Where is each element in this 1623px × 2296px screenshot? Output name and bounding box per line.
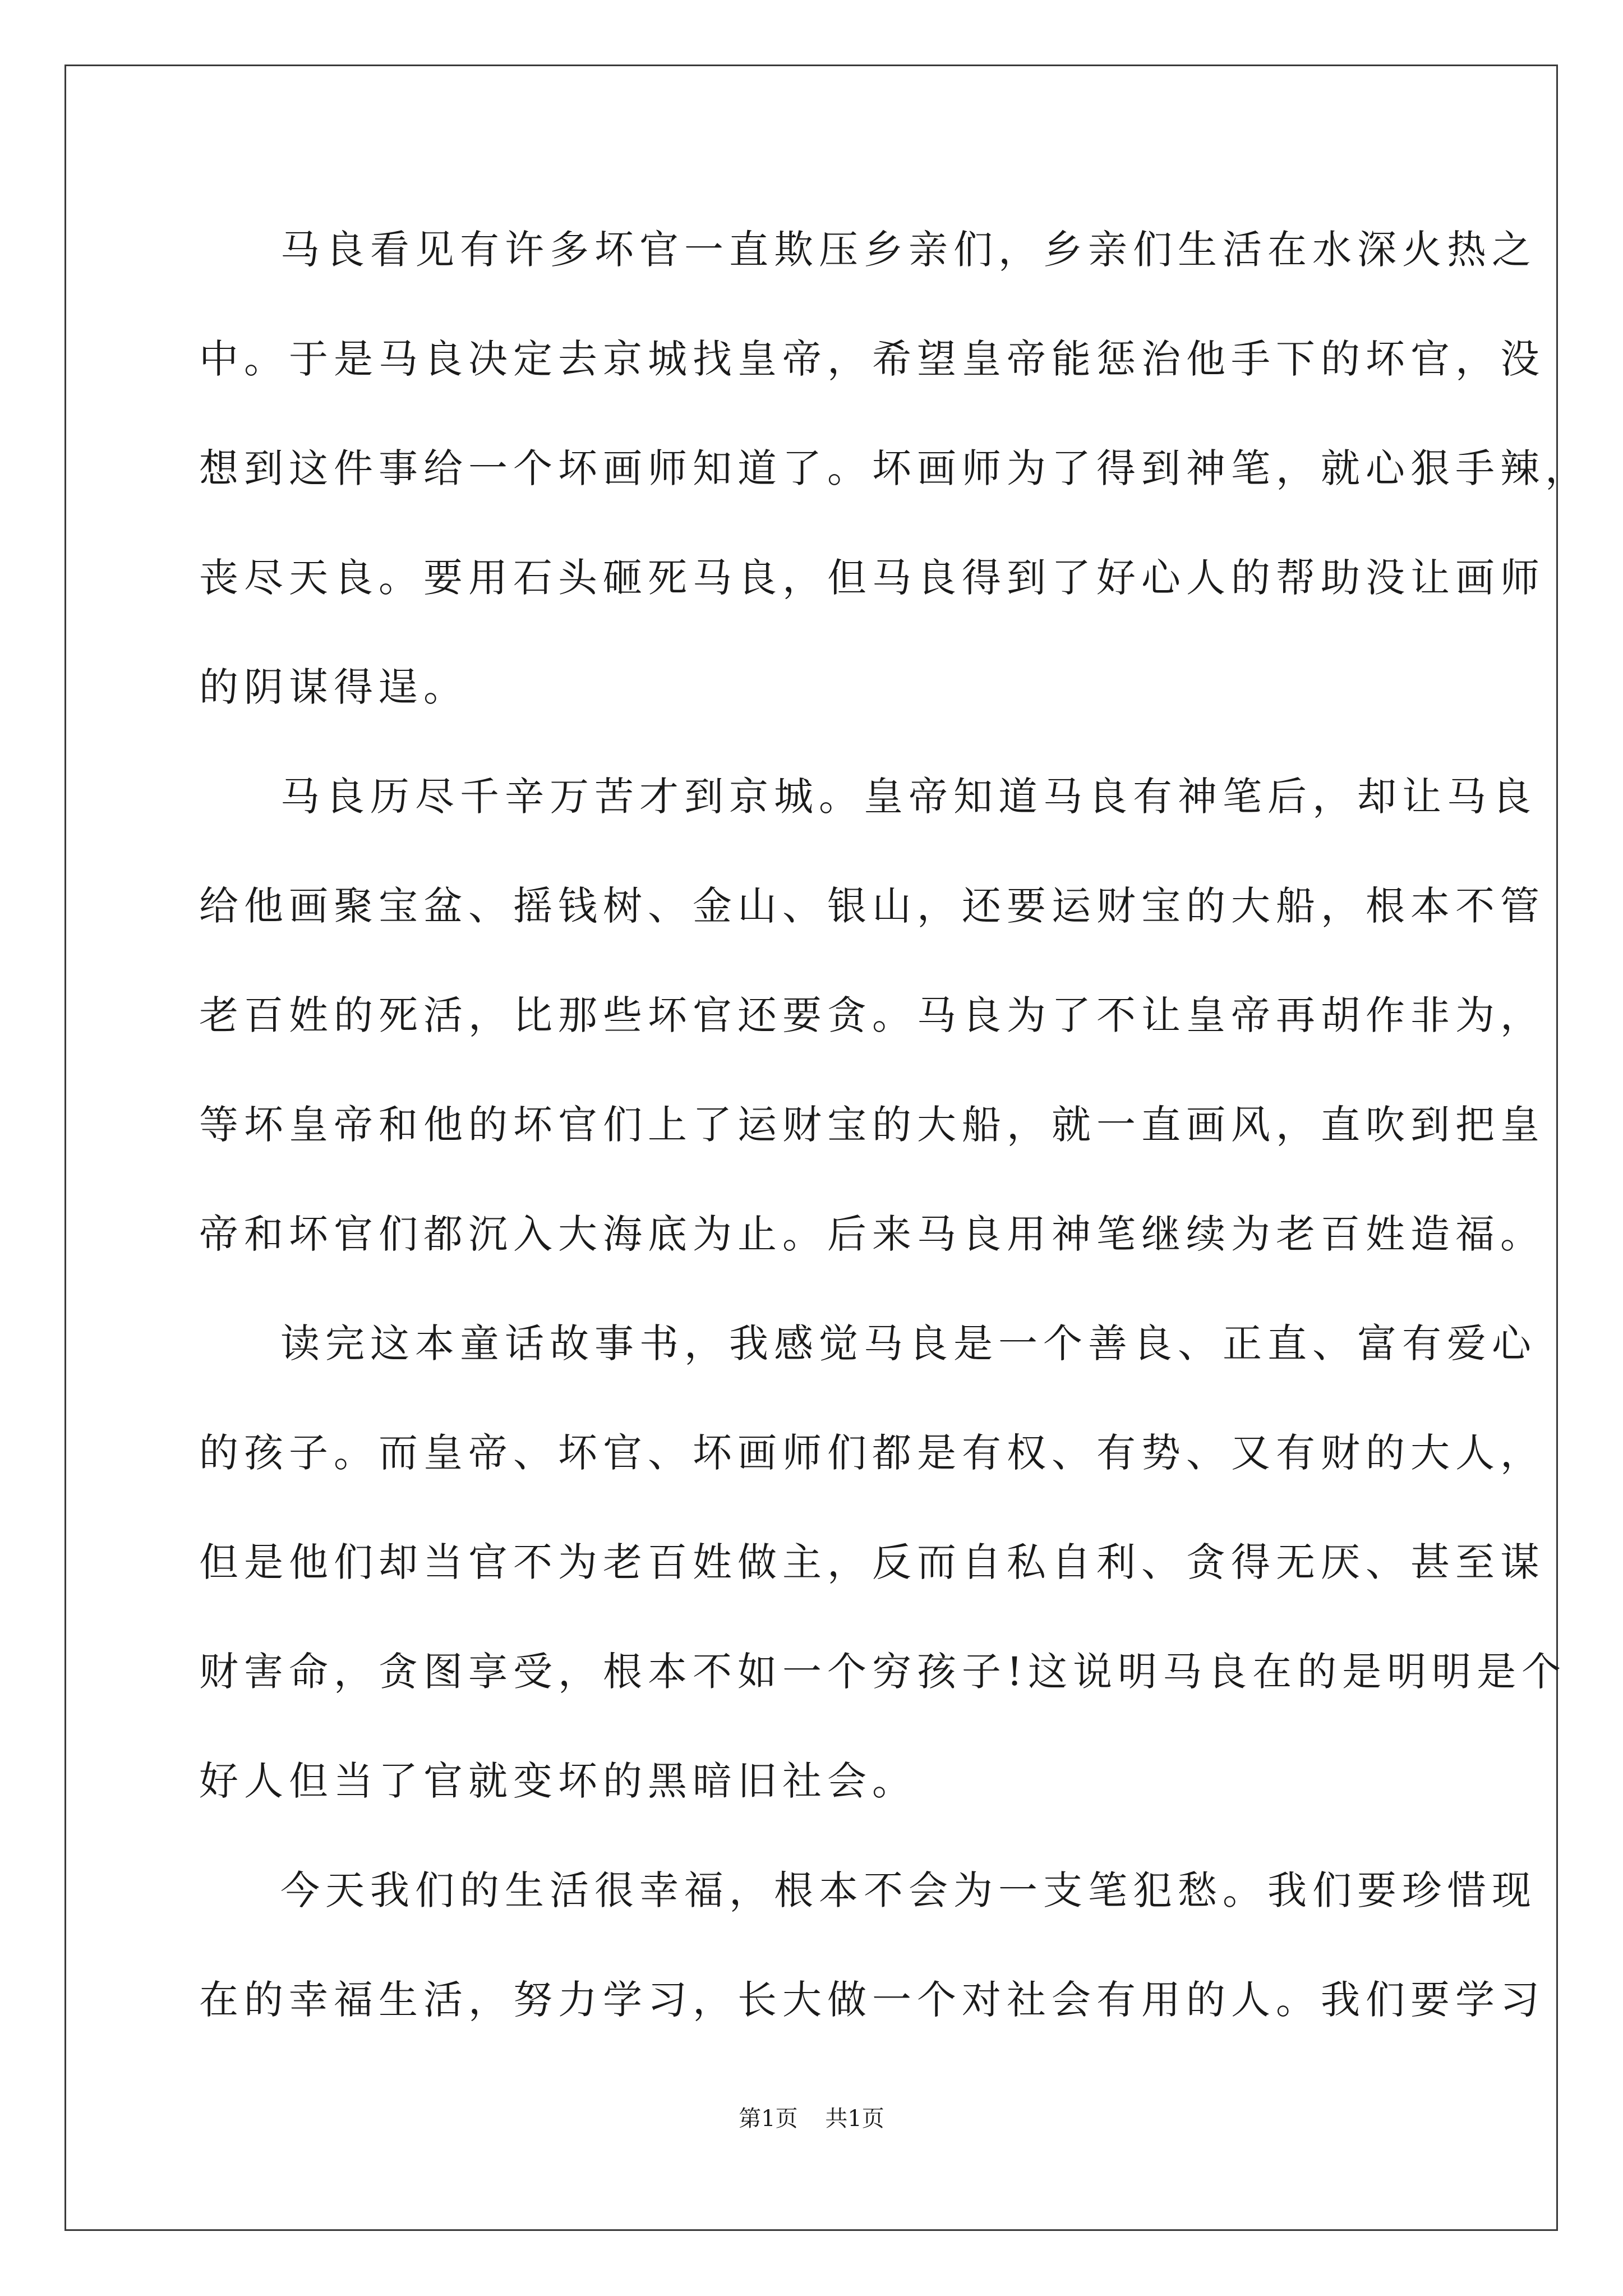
paragraph-2-line-4: 等坏皇帝和他的坏官们上了运财宝的大船，就一直画风，直吹到把皇 bbox=[199, 1102, 1545, 1148]
paragraph-3-line-2: 的孩子。而皇帝、坏官、坏画师们都是有权、有势、又有财的大人， bbox=[199, 1430, 1545, 1476]
page-number-current: 第1页 bbox=[739, 2106, 798, 2132]
paragraph-2-line-2: 给他画聚宝盆、摇钱树、金山、银山，还要运财宝的大船，根本不管 bbox=[199, 883, 1545, 929]
paragraph-1-line-3: 想到这件事给一个坏画师知道了。坏画师为了得到神笔，就心狠手辣， bbox=[199, 445, 1590, 491]
paragraph-4-line-1: 今天我们的生活很幸福，根本不会为一支笔犯愁。我们要珍惜现 bbox=[280, 1867, 1537, 1913]
paragraph-3-line-1: 读完这本童话故事书，我感觉马良是一个善良、正直、富有爱心 bbox=[280, 1320, 1537, 1366]
paragraph-2-line-5: 帝和坏官们都沉入大海底为止。后来马良用神笔继续为老百姓造福。 bbox=[199, 1211, 1545, 1257]
paragraph-1-line-2: 中。于是马良决定去京城找皇帝，希望皇帝能惩治他手下的坏官，没 bbox=[199, 336, 1545, 382]
paragraph-1-line-5: 的阴谋得逞。 bbox=[199, 664, 468, 710]
paragraph-3-line-5: 好人但当了官就变坏的黑暗旧社会。 bbox=[199, 1758, 917, 1804]
page-footer bbox=[0, 2101, 1623, 2133]
paragraph-3-line-4: 财害命，贪图享受，根本不如一个穷孩子!这说明马良在的是明明是个 bbox=[199, 1649, 1567, 1695]
paragraph-4-line-2: 在的幸福生活，努力学习，长大做一个对社会有用的人。我们要学习 bbox=[199, 1977, 1545, 2023]
paragraph-2-line-1: 马良历尽千辛万苦才到京城。皇帝知道马良有神笔后，却让马良 bbox=[280, 774, 1537, 820]
paragraph-3-line-3: 但是他们却当官不为老百姓做主，反而自私自利、贪得无厌、甚至谋 bbox=[199, 1539, 1545, 1585]
paragraph-1-line-4: 丧尽天良。要用石头砸死马良，但马良得到了好心人的帮助没让画师 bbox=[199, 555, 1545, 601]
paragraph-2-line-3: 老百姓的死活，比那些坏官还要贪。马良为了不让皇帝再胡作非为， bbox=[199, 992, 1545, 1038]
paragraph-1-line-1: 马良看见有许多坏官一直欺压乡亲们，乡亲们生活在水深火热之 bbox=[280, 227, 1537, 273]
page-number-total: 共1页 bbox=[825, 2106, 884, 2132]
